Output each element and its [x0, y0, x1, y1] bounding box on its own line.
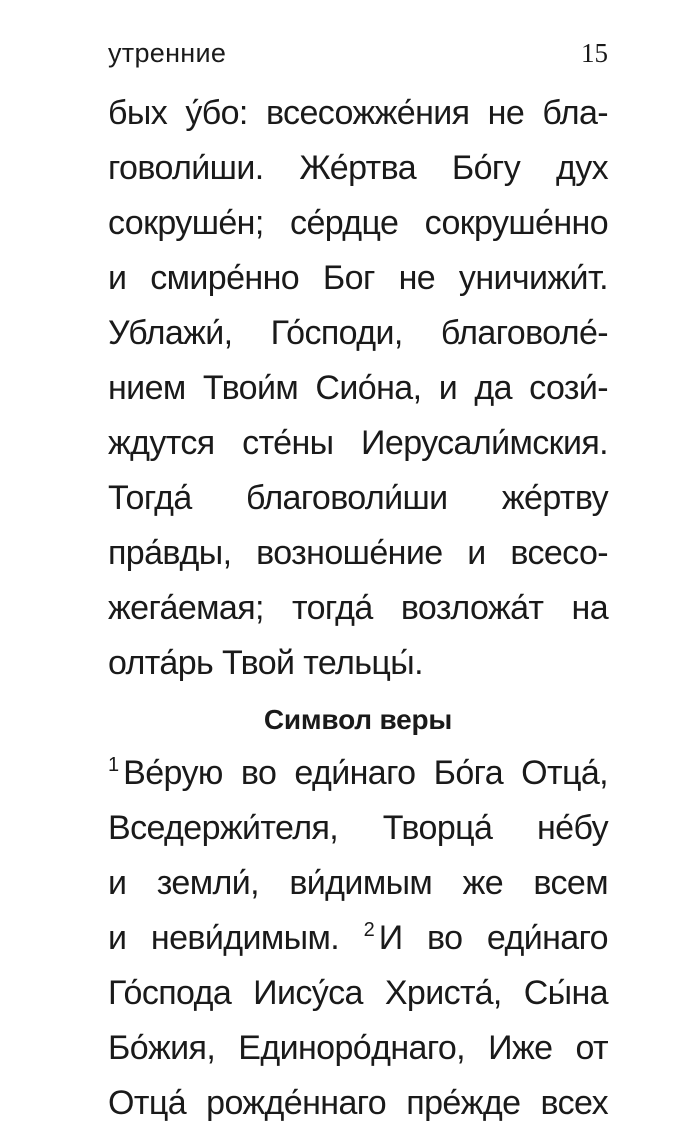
- text-line: говоли́ши. Же́ртва Бо́гу дух: [108, 149, 608, 187]
- psalm-passage: [108, 86, 608, 691]
- text-line: Ублажи́, Го́споди, благоволе́-: [108, 314, 608, 352]
- section-heading: Символ веры: [263, 704, 453, 735]
- text-line: ждутся сте́ны Иерусали́мския.: [108, 424, 608, 462]
- text-line: [108, 746, 608, 801]
- text-line: нием Твои́м Сио́на, и да сози́-: [108, 369, 608, 407]
- text-line: бых у́бо: всесожже́ния не бла-: [108, 94, 608, 132]
- page-number: 15: [581, 38, 608, 68]
- creed-section: [108, 691, 608, 1131]
- running-head: [108, 34, 608, 72]
- text-line: жега́емая; тогда́ возложа́т на: [108, 589, 608, 627]
- text-line: Го́спода Иису́са Христа́, Сы́на: [108, 974, 608, 1012]
- text-line: Отца́ рожде́ннаго пре́жде всех: [108, 1084, 608, 1122]
- verse-number: 2: [363, 919, 375, 941]
- body-text: [108, 86, 608, 1131]
- text-line: пра́вды, возноше́ние и всесо-: [108, 534, 608, 572]
- text-line-content: Ве́рую во еди́наго Бо́га Отца́,: [123, 754, 608, 792]
- running-title: утренние: [108, 38, 227, 68]
- text-line-content: и неви́димым.: [108, 919, 340, 957]
- text-line: Вседержи́теля, Творца́ не́бу: [108, 809, 608, 847]
- text-line: [108, 911, 608, 966]
- text-line: и земли́, ви́димым же всем: [108, 864, 608, 902]
- text-line: сокруше́н; се́рдце сокруше́нно: [108, 204, 608, 242]
- verse-number: 1: [108, 754, 120, 776]
- text-line: Бо́жия, Единоро́днаго, Иже от: [108, 1029, 608, 1067]
- text-line: Тогда́ благоволи́ши же́ртву: [108, 479, 608, 517]
- text-line-content: И во еди́наго: [378, 919, 608, 957]
- text-line: олта́рь Твой тельцы́.: [108, 644, 423, 682]
- text-line: и смире́нно Бог не уничижи́т.: [108, 259, 608, 297]
